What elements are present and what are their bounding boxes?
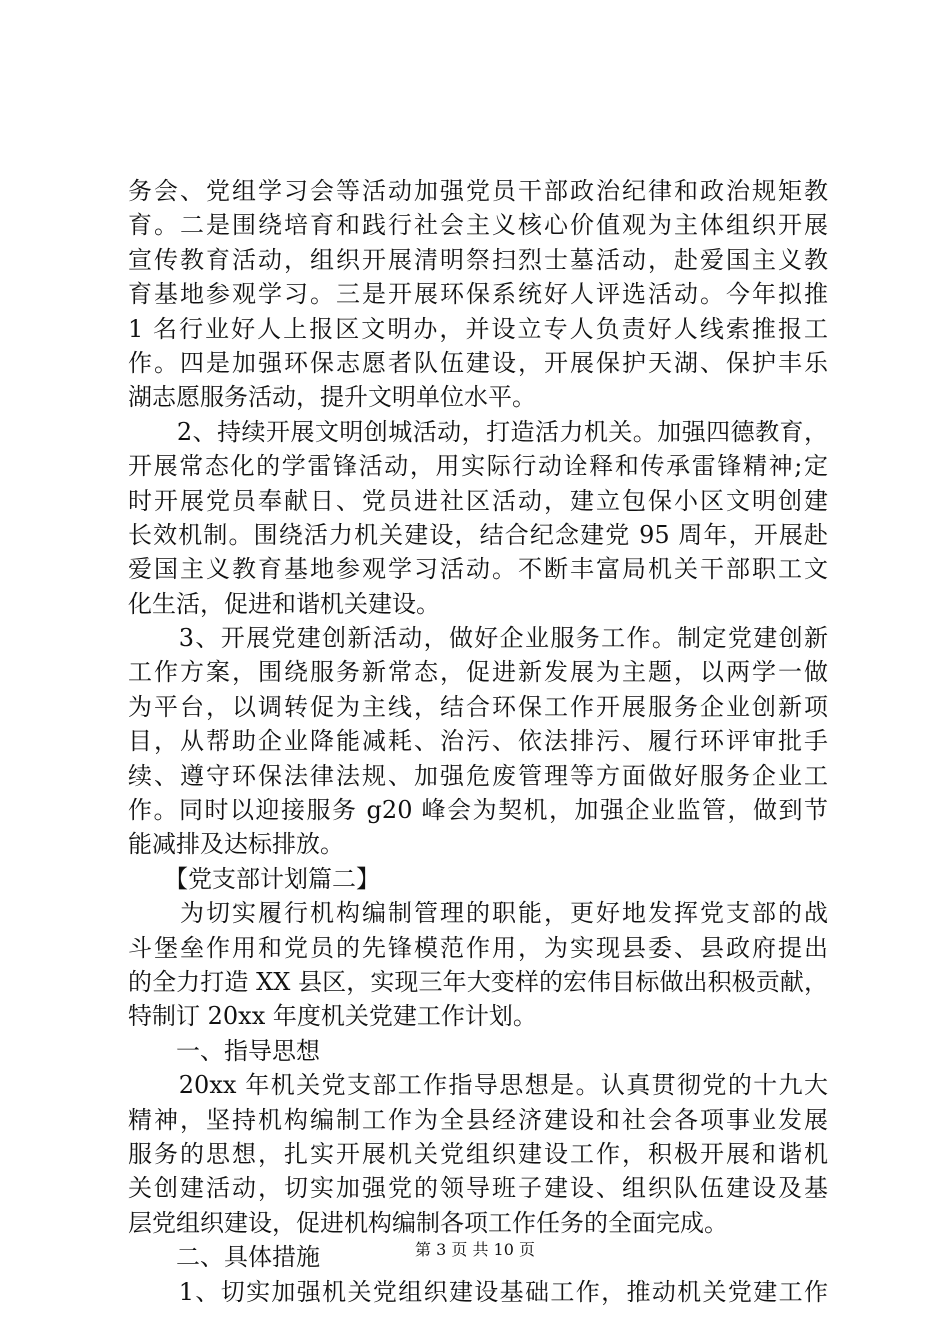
text-line: 3、开展党建创新活动，做好企业服务工作。制定党建创新 <box>128 624 828 653</box>
text-line: 续、遵守环保法律法规、加强危废管理等方面做好服务企业工 <box>128 761 828 790</box>
document-body <box>128 174 828 1309</box>
text-line: 二、具体措施 <box>128 1243 320 1272</box>
text-line: 2、持续开展文明创城活动，打造活力机关。加强四德教育， <box>128 417 828 446</box>
text-line: 长效机制。围绕活力机关建设，结合纪念建党 95 周年，开展赴 <box>128 520 828 549</box>
text-line: 务会、党组学习会等活动加强党员干部政治纪律和政治规矩教 <box>128 177 828 205</box>
text-line: 【党支部计划篇二】 <box>128 864 380 893</box>
text-line: 20xx 年机关党支部工作指导思想是。认真贯彻党的十九大 <box>128 1071 828 1100</box>
text-line: 关创建活动，切实加强党的领导班子建设、组织队伍建设及基 <box>128 1174 828 1203</box>
page-footer: 第 3 页 共 10 页 <box>415 1240 535 1259</box>
text-line: 1 名行业好人上报区文明办，并设立专人负责好人线索推报工 <box>128 314 828 343</box>
text-line: 为平台，以调转促为主线，结合环保工作开展服务企业创新项 <box>128 692 828 721</box>
text-line: 作。同时以迎接服务 g20 峰会为契机，加强企业监管，做到节 <box>128 796 828 825</box>
text-line: 爱国主义教育基地参观学习活动。不断丰富局机关干部职工文 <box>128 555 828 584</box>
text-line: 1、切实加强机关党组织建设基础工作，推动机关党建工作 <box>128 1277 828 1306</box>
text-line: 精神，坚持机构编制工作为全县经济建设和社会各项事业发展 <box>128 1105 828 1134</box>
text-line: 时开展党员奉献日、党员进社区活动，建立包保小区文明创建 <box>128 486 828 515</box>
text-line: 育。二是围绕培育和践行社会主义核心价值观为主体组织开展 <box>128 211 828 240</box>
text-line: 的全力打造 XX 县区，实现三年大变样的宏伟目标做出积极贡献， <box>128 967 828 996</box>
text-line: 作。四是加强环保志愿者队伍建设，开展保护天湖、保护丰乐 <box>128 348 828 377</box>
text-line: 化生活，促进和谐机关建设。 <box>128 589 440 618</box>
text-line: 宣传教育活动，组织开展清明祭扫烈士墓活动，赴爱国主义教 <box>128 245 828 274</box>
text-line: 能减排及达标排放。 <box>128 830 344 859</box>
text-line: 工作方案，围绕服务新常态，促进新发展为主题，以两学一做 <box>128 658 828 687</box>
text-line: 一、指导思想 <box>128 1036 320 1065</box>
text-line: 开展常态化的学雷锋活动，用实际行动诠释和传承雷锋精神;定 <box>128 452 828 481</box>
text-line: 层党组织建设，促进机构编制各项工作任务的全面完成。 <box>128 1208 728 1237</box>
text-line: 服务的思想，扎实开展机关党组织建设工作，积极开展和谐机 <box>128 1139 828 1168</box>
text-line: 特制订 20xx 年度机关党建工作计划。 <box>128 1002 537 1031</box>
text-line: 目，从帮助企业降能减耗、治污、依法排污、履行环评审批手 <box>128 727 828 756</box>
text-line: 为切实履行机构编制管理的职能，更好地发挥党支部的战 <box>128 899 828 928</box>
text-line: 育基地参观学习。三是开展环保系统好人评选活动。今年拟推 <box>128 280 828 309</box>
text-line: 湖志愿服务活动，提升文明单位水平。 <box>128 383 536 412</box>
text-line: 斗堡垒作用和党员的先锋模范作用，为实现县委、县政府提出 <box>128 933 828 962</box>
